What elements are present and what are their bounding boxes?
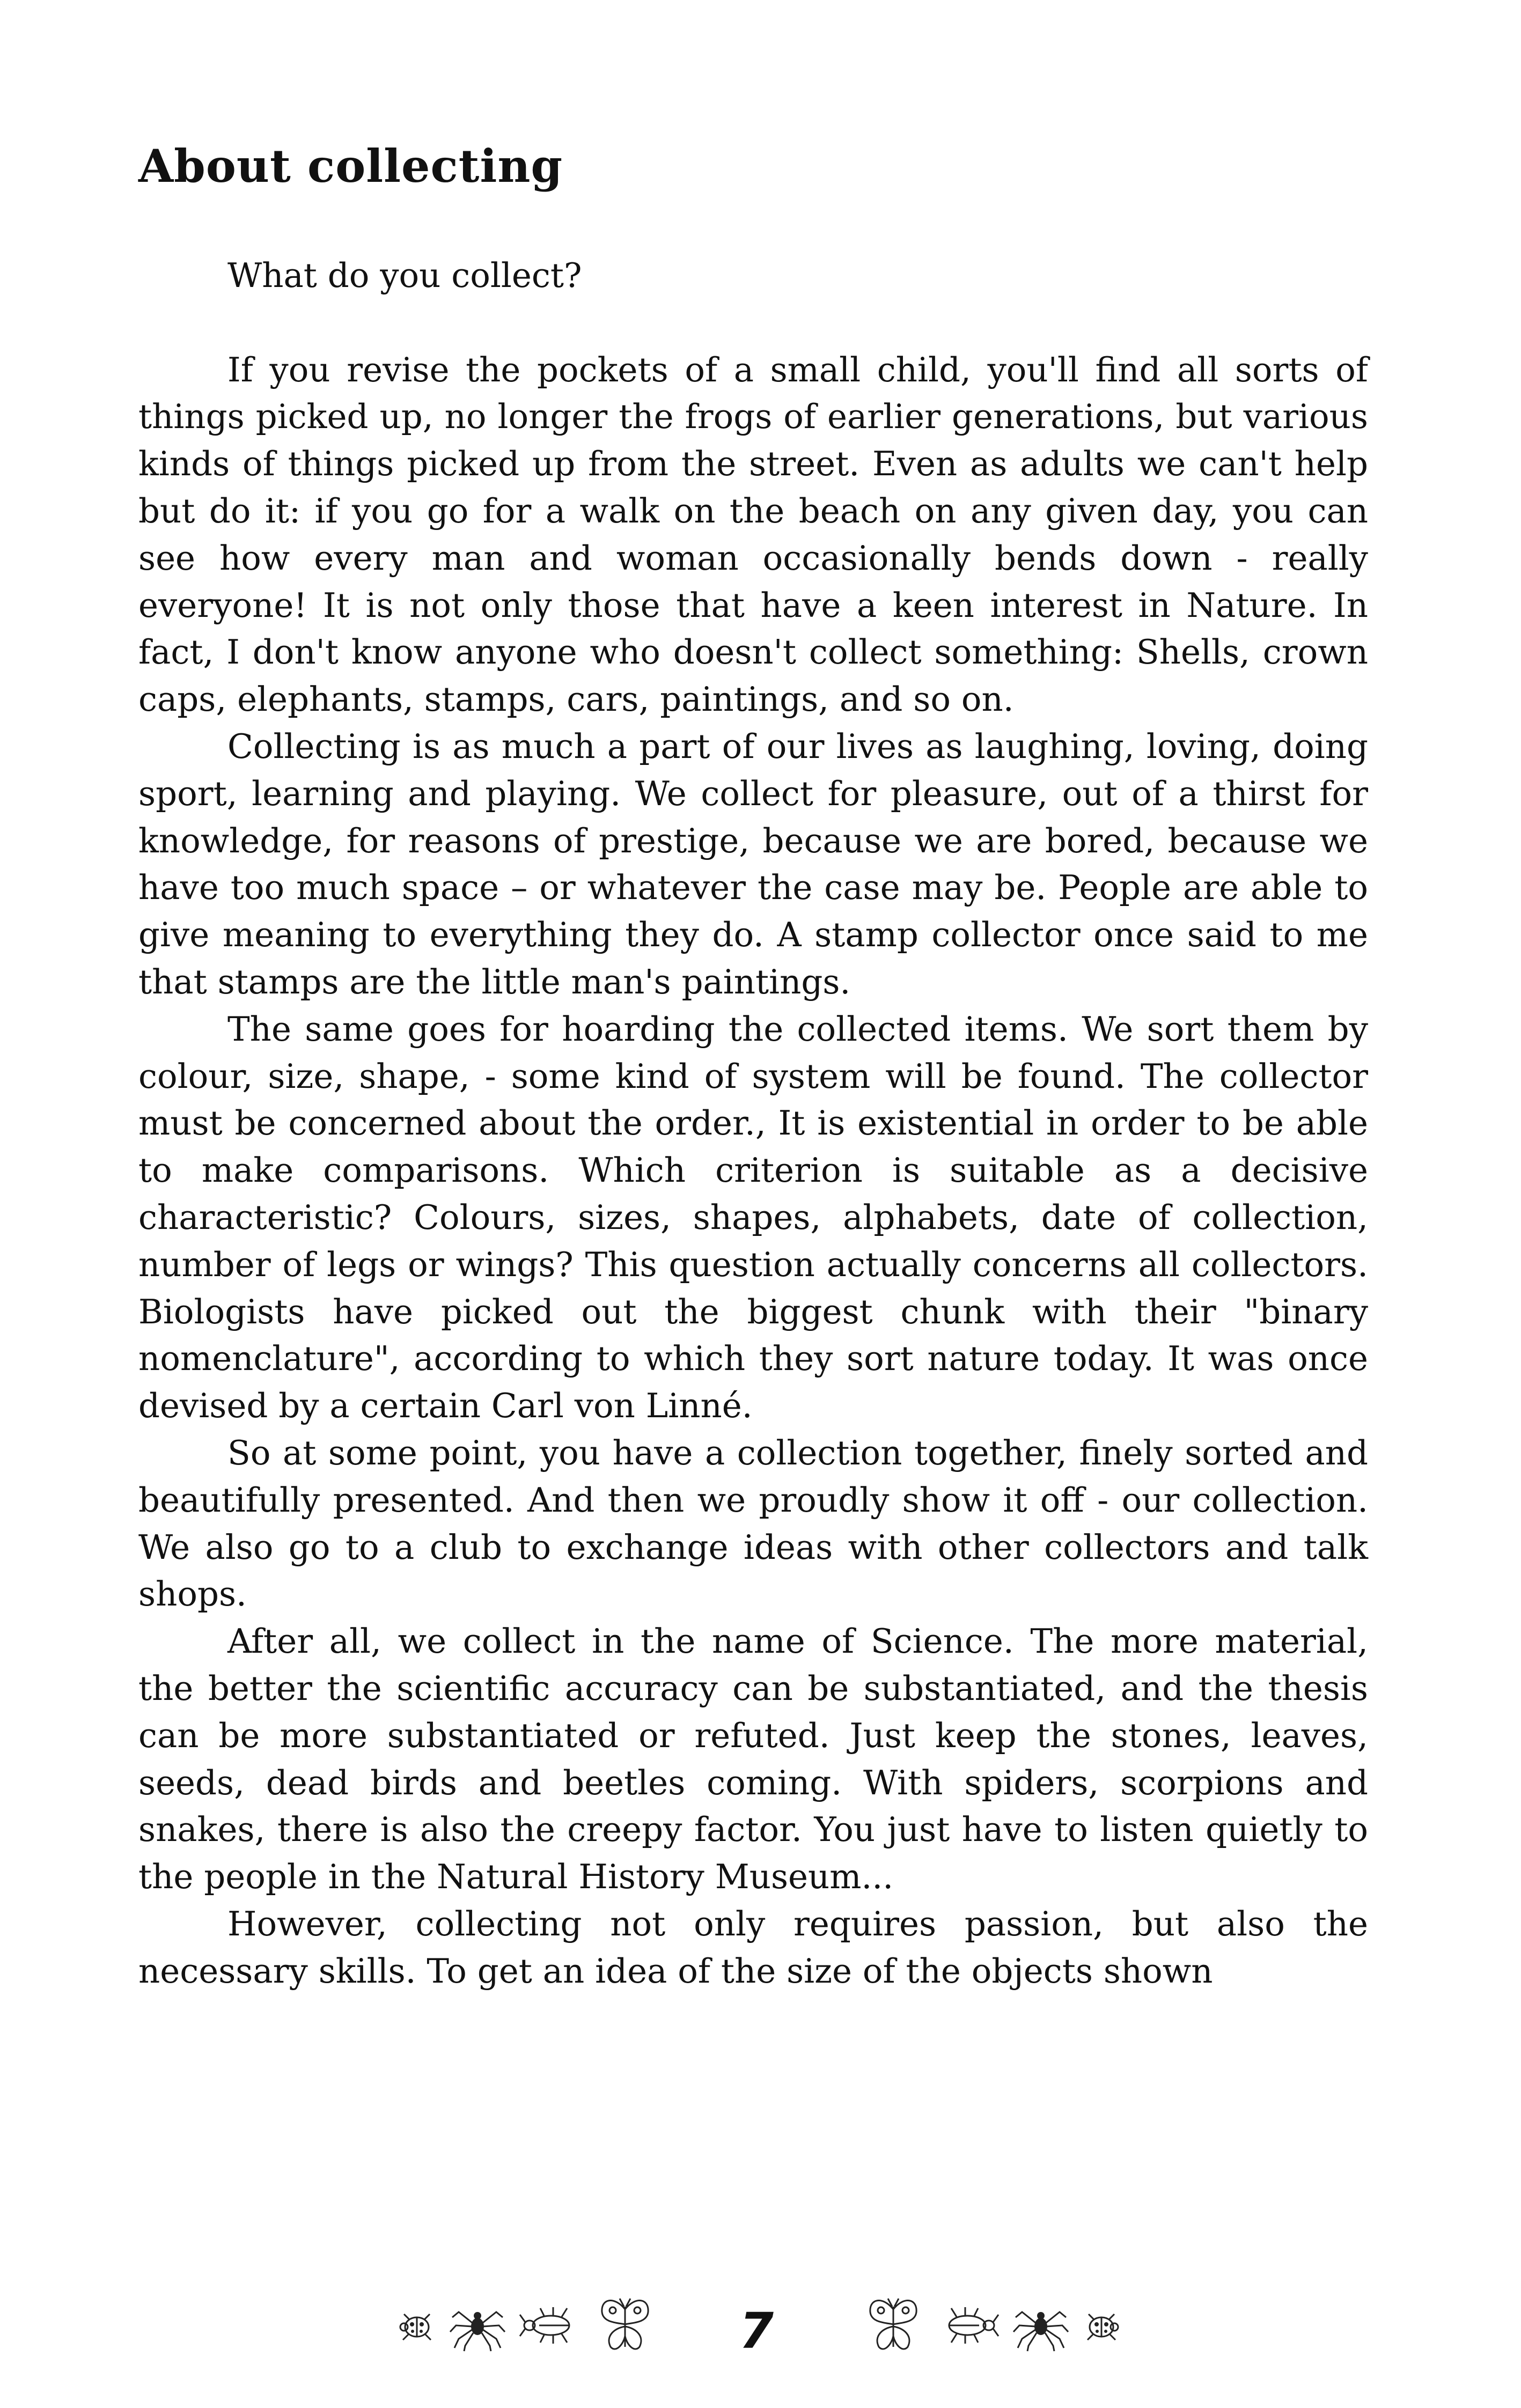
beetle-icon [936, 2304, 1001, 2347]
spider-icon [448, 2299, 507, 2352]
body-text [138, 252, 1368, 1994]
paragraph: However, collecting not only requires passion, but also the necessary skills. To get an idea of the size of the objects shown [138, 1904, 1368, 1991]
paragraph: Collecting is as much a part of our lives as laughing, loving, doing sport, learning and playing. We collect for pleasure, out of a thirst for knowledge, for reasons of prestige, because we are bored, because we have too much space – or whatever the case may be. People are able to give meaning to everything they do. A stamp collector once said to me that stamps are the little man's paintings. [138, 726, 1368, 1002]
ladybug-icon [394, 2307, 437, 2344]
paragraph: So at some point, you have a collection together, finely sorted and beautifully presented. And then we proudly show it off - our collection. We also go to a club to exchange ideas with other collectors and talk shops. [138, 1433, 1368, 1614]
beetle-icon [518, 2304, 582, 2347]
page-number: 7 [739, 2302, 774, 2360]
page-title: About collecting [138, 139, 563, 193]
butterfly-icon [596, 2293, 655, 2358]
opening-question: What do you collect? [227, 256, 582, 295]
paragraph: If you revise the pockets of a small child, you'll find all sorts of things picked up, no longer the frogs of earlier generations, but various kinds of things picked up from the street. Even as adults we can't help but do it: if you go for a walk on the beach on any given day, you can see how every man and woman occasionally bends down - really everyone! It is not only those that have a keen interest in Nature. In fact, I don't know anyone who doesn't collect something: Shells, crown caps, elephants, stamps, cars, paintings, and so on. [138, 350, 1368, 719]
paragraph: After all, we collect in the name of Science. The more material, the better the scientific accuracy can be substantiated, and the thesis can be more substantiated or refuted. Just keep the stones, leaves, seeds, dead birds and beetles coming. With spiders, scorpions and snakes, there is also the creepy factor. You just have to listen quietly to the people in the Natural History Museum... [138, 1622, 1368, 1897]
paragraph: The same goes for hoarding the collected items. We sort them by colour, size, shape, - some kind of system will be found. The collector must be concerned about the order., It is existential in order to be able to make comparisons. Which criterion is suitable as a decisive characteristic? Colours, sizes, shapes, alphabets, date of collection, number of legs or wings? This question actually concerns all collectors. Biologists have picked out the biggest chunk with their "binary nomenclature", according to which they sort nature today. It was once devised by a certain Carl von Linné. [138, 1009, 1368, 1426]
butterfly-icon [864, 2293, 923, 2358]
ladybug-icon [1081, 2307, 1124, 2344]
spider-icon [1011, 2299, 1070, 2352]
